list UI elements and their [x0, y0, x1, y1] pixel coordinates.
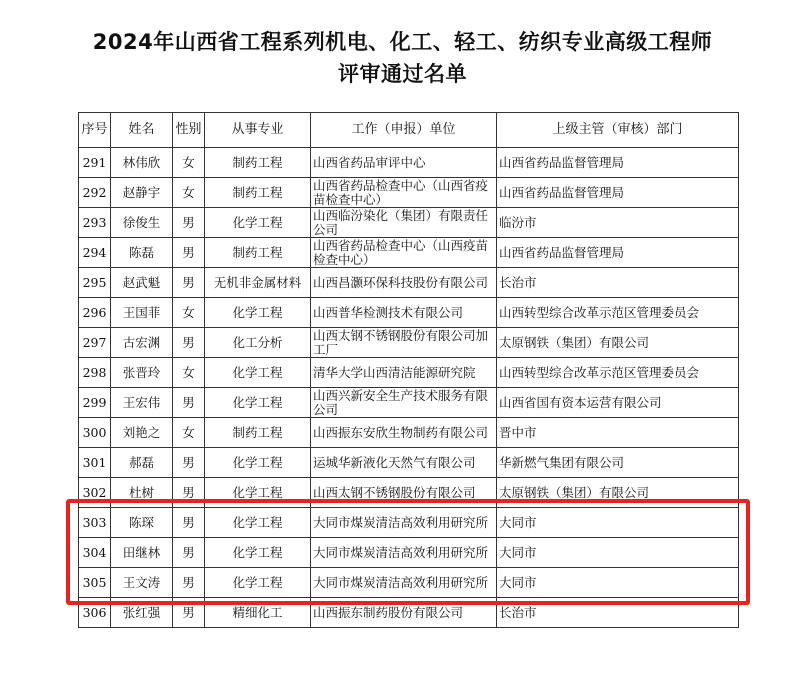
cell-work-unit: 山西省药品检查中心（山西疫苗检查中心）: [311, 238, 497, 268]
document-title: 2024年山西省工程系列机电、化工、轻工、纺织专业高级工程师: [92, 30, 713, 54]
cell-name: 陈磊: [111, 238, 173, 268]
cell-major: 化学工程: [205, 298, 311, 328]
cell-serial-no: 296: [79, 298, 111, 328]
cell-supervising-dept: 太原钢铁（集团）有限公司: [497, 478, 739, 508]
cell-name: 徐俊生: [111, 208, 173, 238]
cell-work-unit: 山西振东制药股份有限公司: [311, 598, 497, 628]
header-supervising-dept: 上级主管（审核）部门: [497, 113, 739, 148]
cell-supervising-dept: 大同市: [497, 538, 739, 568]
cell-supervising-dept: 山西省药品监督管理局: [497, 178, 739, 208]
cell-serial-no: 298: [79, 358, 111, 388]
cell-work-unit: 大同市煤炭清洁高效利用研究所: [311, 538, 497, 568]
cell-serial-no: 292: [79, 178, 111, 208]
cell-serial-no: 304: [79, 538, 111, 568]
cell-gender: 男: [173, 478, 205, 508]
cell-name: 王宏伟: [111, 388, 173, 418]
cell-supervising-dept: 山西省国有资本运营有限公司: [497, 388, 739, 418]
cell-major: 化学工程: [205, 208, 311, 238]
cell-gender: 男: [173, 388, 205, 418]
cell-work-unit: 山西普华检测技术有限公司: [311, 298, 497, 328]
document-subtitle: 评审通过名单: [338, 62, 467, 86]
cell-name: 杜树: [111, 478, 173, 508]
cell-gender: 女: [173, 148, 205, 178]
cell-supervising-dept: 华新燃气集团有限公司: [497, 448, 739, 478]
table-row: [79, 178, 739, 208]
cell-major: 制药工程: [205, 148, 311, 178]
table-row: [79, 148, 739, 178]
cell-serial-no: 299: [79, 388, 111, 418]
cell-gender: 男: [173, 448, 205, 478]
cell-supervising-dept: 大同市: [497, 508, 739, 538]
header-gender: 性别: [173, 113, 205, 148]
cell-name: 赵武魁: [111, 268, 173, 298]
cell-supervising-dept: 大同市: [497, 568, 739, 598]
cell-major: 精细化工: [205, 598, 311, 628]
cell-work-unit: 山西临汾染化（集团）有限责任公司: [311, 208, 497, 238]
cell-work-unit: 大同市煤炭清洁高效利用研究所: [311, 508, 497, 538]
cell-gender: 女: [173, 418, 205, 448]
cell-major: 制药工程: [205, 178, 311, 208]
header-work-unit: 工作（申报）单位: [311, 113, 497, 148]
cell-serial-no: 295: [79, 268, 111, 298]
cell-work-unit: 大同市煤炭清洁高效利用研究所: [311, 568, 497, 598]
cell-name: 张红强: [111, 598, 173, 628]
cell-major: 化学工程: [205, 448, 311, 478]
table-row: [79, 238, 739, 268]
cell-supervising-dept: 长治市: [497, 598, 739, 628]
cell-gender: 男: [173, 238, 205, 268]
cell-serial-no: 302: [79, 478, 111, 508]
header-serial-no: 序号: [79, 113, 111, 148]
cell-work-unit: 运城华新液化天然气有限公司: [311, 448, 497, 478]
cell-name: 王国菲: [111, 298, 173, 328]
cell-work-unit: 山西省药品审评中心: [311, 148, 497, 178]
table-row: [79, 298, 739, 328]
cell-gender: 男: [173, 538, 205, 568]
cell-work-unit: 山西省药品检查中心（山西省疫苗检查中心）: [311, 178, 497, 208]
table-row: [79, 388, 739, 418]
cell-major: 化学工程: [205, 508, 311, 538]
cell-serial-no: 291: [79, 148, 111, 178]
highlight-box: [66, 499, 750, 605]
cell-name: 林伟欣: [111, 148, 173, 178]
cell-name: 刘艳之: [111, 418, 173, 448]
cell-name: 田继林: [111, 538, 173, 568]
cell-supervising-dept: 山西转型综合改革示范区管理委员会: [497, 298, 739, 328]
cell-gender: 男: [173, 328, 205, 358]
cell-serial-no: 293: [79, 208, 111, 238]
cell-serial-no: 301: [79, 448, 111, 478]
cell-major: 无机非金属材料: [205, 268, 311, 298]
cell-serial-no: 306: [79, 598, 111, 628]
cell-work-unit: 山西昌灏环保科技股份有限公司: [311, 268, 497, 298]
table-row: [79, 358, 739, 388]
cell-gender: 男: [173, 208, 205, 238]
cell-serial-no: 305: [79, 568, 111, 598]
table-row: [79, 448, 739, 478]
header-name: 姓名: [111, 113, 173, 148]
table-row: [79, 328, 739, 358]
table-row: [79, 268, 739, 298]
table-header-row: [79, 113, 739, 148]
cell-supervising-dept: 太原钢铁（集团）有限公司: [497, 328, 739, 358]
cell-major: 化学工程: [205, 388, 311, 418]
cell-gender: 女: [173, 358, 205, 388]
cell-gender: 女: [173, 298, 205, 328]
cell-gender: 男: [173, 598, 205, 628]
cell-work-unit: 山西兴新安全生产技术服务有限公司: [311, 388, 497, 418]
cell-work-unit: 山西振东安欣生物制药有限公司: [311, 418, 497, 448]
cell-major: 化学工程: [205, 478, 311, 508]
cell-supervising-dept: 晋中市: [497, 418, 739, 448]
cell-name: 王文涛: [111, 568, 173, 598]
cell-gender: 男: [173, 568, 205, 598]
cell-supervising-dept: 山西转型综合改革示范区管理委员会: [497, 358, 739, 388]
cell-major: 制药工程: [205, 418, 311, 448]
cell-name: 张晋玲: [111, 358, 173, 388]
cell-supervising-dept: 临汾市: [497, 208, 739, 238]
cell-major: 制药工程: [205, 238, 311, 268]
cell-gender: 女: [173, 178, 205, 208]
cell-serial-no: 297: [79, 328, 111, 358]
cell-name: 古宏渊: [111, 328, 173, 358]
cell-major: 化学工程: [205, 568, 311, 598]
cell-work-unit: 山西太钢不锈钢股份有限公司加工厂: [311, 328, 497, 358]
cell-name: 陈琛: [111, 508, 173, 538]
cell-serial-no: 303: [79, 508, 111, 538]
table-row: [79, 208, 739, 238]
cell-supervising-dept: 山西省药品监督管理局: [497, 238, 739, 268]
cell-gender: 男: [173, 268, 205, 298]
cell-work-unit: 清华大学山西清洁能源研究院: [311, 358, 497, 388]
cell-supervising-dept: 长治市: [497, 268, 739, 298]
cell-gender: 男: [173, 508, 205, 538]
cell-name: 郝磊: [111, 448, 173, 478]
cell-major: 化学工程: [205, 538, 311, 568]
cell-major: 化学工程: [205, 358, 311, 388]
cell-serial-no: 300: [79, 418, 111, 448]
cell-serial-no: 294: [79, 238, 111, 268]
cell-name: 赵静宇: [111, 178, 173, 208]
cell-work-unit: 山西太钢不锈钢股份有限公司: [311, 478, 497, 508]
cell-supervising-dept: 山西省药品监督管理局: [497, 148, 739, 178]
table-row: [79, 418, 739, 448]
header-major: 从事专业: [205, 113, 311, 148]
cell-major: 化工分析: [205, 328, 311, 358]
